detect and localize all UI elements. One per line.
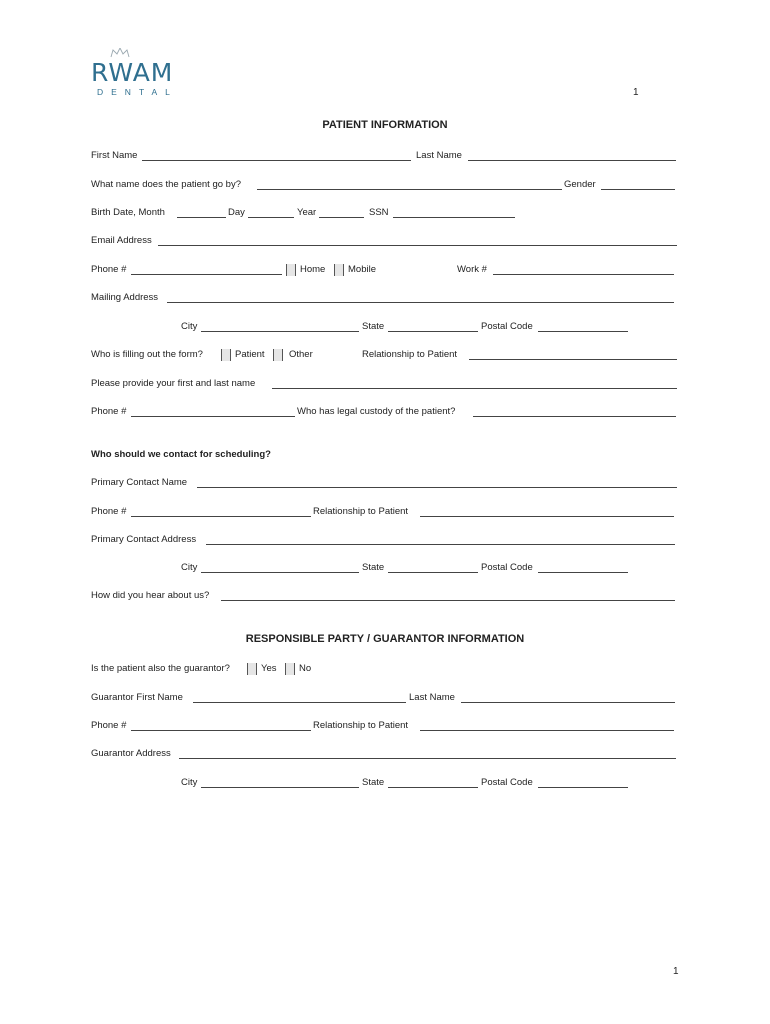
guarantor-postal-label: Postal Code [481, 777, 533, 788]
guarantor-phone-label: Phone # [91, 720, 127, 731]
scheduling-heading: Who should we contact for scheduling? [91, 449, 271, 460]
yes-checkbox[interactable] [247, 663, 257, 675]
custody-label: Who has legal custody of the patient? [297, 406, 456, 417]
guarantor-city-label: City [181, 777, 198, 788]
patient-info-title: PATIENT INFORMATION [322, 119, 448, 131]
postal-field[interactable] [538, 331, 628, 332]
mailing-field[interactable] [167, 302, 674, 303]
hear-label: How did you hear about us? [91, 590, 210, 601]
who-filling-label: Who is filling out the form? [91, 349, 203, 360]
day-label: Day [228, 207, 245, 218]
row-email [91, 235, 677, 249]
row-guarantor-city [91, 777, 677, 791]
guarantor-state-field[interactable] [388, 787, 478, 788]
first-name-label: First Name [91, 150, 138, 161]
primary-postal-field[interactable] [538, 572, 628, 573]
guarantor-address-field[interactable] [179, 758, 676, 759]
logo-word: RWAM [91, 58, 174, 87]
primary-state-label: State [362, 562, 385, 573]
mobile-checkbox[interactable] [334, 264, 344, 276]
gender-label: Gender [564, 179, 596, 190]
primary-relationship-label: Relationship to Patient [313, 506, 409, 517]
row-name [91, 150, 677, 164]
no-checkbox[interactable] [285, 663, 295, 675]
row-birth [91, 207, 677, 221]
phone2-label: Phone # [91, 406, 127, 417]
yes-label: Yes [261, 663, 277, 674]
city-label: City [181, 321, 198, 332]
primary-postal-label: Postal Code [481, 562, 533, 573]
custody-field[interactable] [473, 416, 676, 417]
state-label: State [362, 321, 385, 332]
row-mailing [91, 292, 677, 306]
row-who-filling [91, 349, 677, 363]
row-guarantor-address [91, 748, 677, 762]
guarantor-phone-field[interactable] [131, 730, 311, 731]
primary-city-field[interactable] [201, 572, 359, 573]
other-option-label: Other [289, 349, 313, 360]
row-guarantor-phone [91, 720, 677, 734]
guarantor-address-label: Guarantor Address [91, 748, 171, 759]
ssn-label: SSN [369, 207, 389, 218]
primary-name-field[interactable] [197, 487, 677, 488]
home-label: Home [300, 264, 326, 275]
hear-field[interactable] [221, 600, 675, 601]
primary-phone-field[interactable] [131, 516, 311, 517]
row-provide-name [91, 378, 677, 392]
row-go-by [91, 179, 677, 193]
guarantor-last-field[interactable] [461, 702, 675, 703]
year-field[interactable] [319, 217, 364, 218]
guarantor-title: RESPONSIBLE PARTY / GUARANTOR INFORMATION [245, 633, 525, 645]
page-number-bottom: 1 [673, 966, 679, 977]
guarantor-relationship-label: Relationship to Patient [313, 720, 409, 731]
postal-label: Postal Code [481, 321, 533, 332]
row-guarantor-name [91, 692, 677, 706]
city-field[interactable] [201, 331, 359, 332]
other-checkbox[interactable] [273, 349, 283, 361]
guarantor-first-field[interactable] [193, 702, 406, 703]
primary-city-label: City [181, 562, 198, 573]
mobile-label: Mobile [348, 264, 376, 275]
is-guarantor-label: Is the patient also the guarantor? [91, 663, 230, 674]
guarantor-first-label: Guarantor First Name [91, 692, 183, 703]
row-city [91, 321, 677, 335]
primary-relationship-field[interactable] [420, 516, 674, 517]
guarantor-last-label: Last Name [409, 692, 455, 703]
guarantor-postal-field[interactable] [538, 787, 628, 788]
row-primary-phone [91, 506, 677, 520]
row-hear [91, 590, 677, 604]
birth-month-label: Birth Date, Month [91, 207, 165, 218]
phone-label: Phone # [91, 264, 127, 275]
no-label: No [299, 663, 312, 674]
guarantor-relationship-field[interactable] [420, 730, 674, 731]
last-name-field[interactable] [468, 160, 676, 161]
primary-name-label: Primary Contact Name [91, 477, 188, 488]
day-field[interactable] [248, 217, 294, 218]
row-primary-city [91, 562, 677, 576]
go-by-field[interactable] [257, 189, 562, 190]
first-name-field[interactable] [142, 160, 411, 161]
row-primary-name [91, 477, 677, 491]
email-field[interactable] [158, 245, 677, 246]
provide-name-label: Please provide your first and last name [91, 378, 256, 389]
patient-option-label: Patient [235, 349, 265, 360]
mailing-label: Mailing Address [91, 292, 159, 303]
crown-icon [110, 48, 130, 58]
row-custody [91, 406, 677, 420]
primary-phone-label: Phone # [91, 506, 127, 517]
year-label: Year [297, 207, 317, 218]
ssn-field[interactable] [393, 217, 515, 218]
primary-address-field[interactable] [206, 544, 675, 545]
state-field[interactable] [388, 331, 478, 332]
roam-dental-logo [91, 48, 178, 98]
last-name-label: Last Name [416, 150, 462, 161]
row-primary-address [91, 534, 677, 548]
guarantor-state-label: State [362, 777, 385, 788]
email-label: Email Address [91, 235, 152, 246]
phone-field[interactable] [131, 274, 282, 275]
work-label: Work # [457, 264, 487, 275]
relationship-field[interactable] [469, 359, 677, 360]
primary-address-label: Primary Contact Address [91, 534, 197, 545]
guarantor-city-field[interactable] [201, 787, 359, 788]
work-field[interactable] [493, 274, 674, 275]
birth-month-field[interactable] [177, 217, 226, 218]
provide-name-field[interactable] [272, 388, 677, 389]
row-is-guarantor [91, 663, 677, 677]
go-by-label: What name does the patient go by? [91, 179, 241, 190]
logo-subtitle: DENTAL [97, 87, 178, 97]
row-phone [91, 264, 677, 278]
phone2-field[interactable] [131, 416, 295, 417]
gender-field[interactable] [601, 189, 675, 190]
home-checkbox[interactable] [286, 264, 296, 276]
relationship-label: Relationship to Patient [362, 349, 458, 360]
patient-checkbox[interactable] [221, 349, 231, 361]
primary-state-field[interactable] [388, 572, 478, 573]
page-number-top: 1 [633, 87, 639, 98]
